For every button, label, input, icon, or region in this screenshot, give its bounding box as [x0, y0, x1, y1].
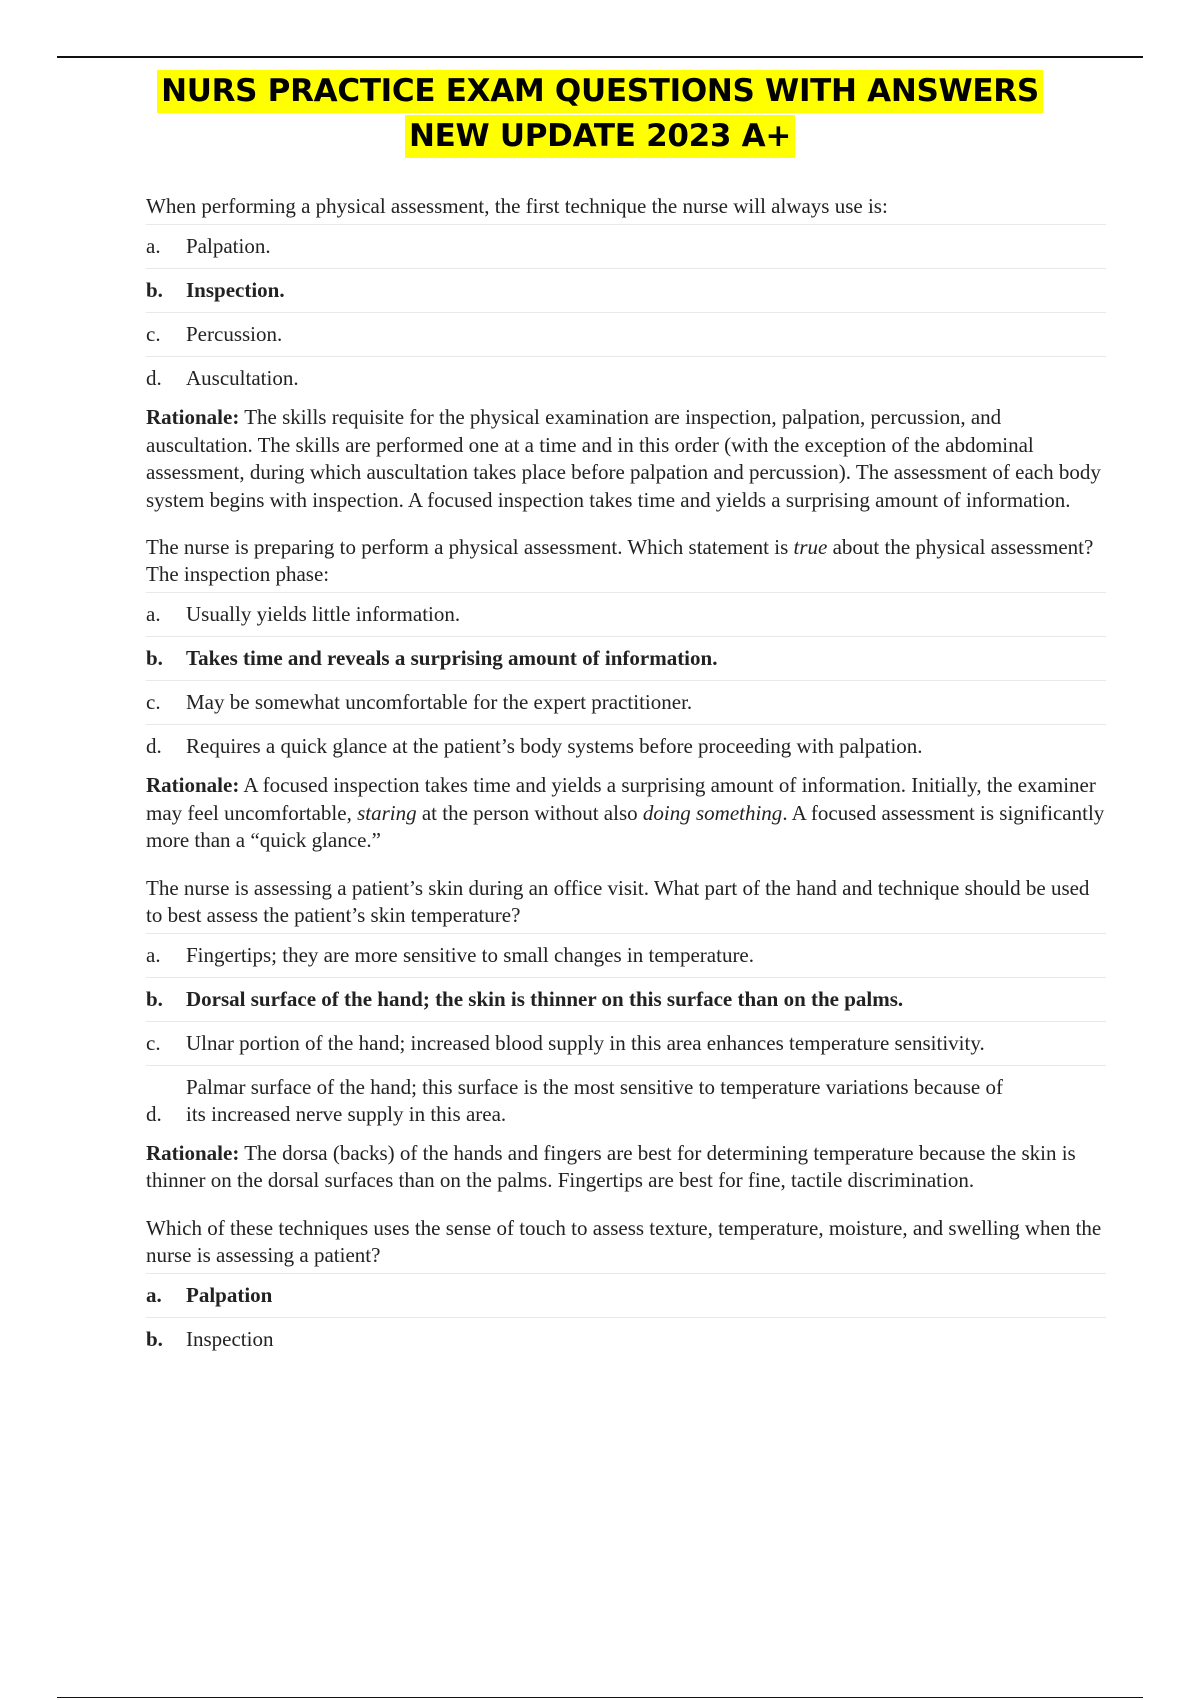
document-title — [0, 70, 1200, 160]
option-text: Dorsal surface of the hand; the skin is thinner on this surface than on the palms. — [186, 986, 904, 1011]
title-line-1: NURS PRACTICE EXAM QUESTIONS WITH ANSWERS — [157, 70, 1043, 113]
option-letter: a. — [146, 1282, 162, 1307]
rationale-label: Rationale: — [146, 773, 240, 797]
question-stem: The nurse is assessing a patient’s skin during an office visit. What part of the hand and technique should be used to best assess the patient’s skin temperature? — [146, 875, 1090, 927]
option-b-correct — [146, 637, 1106, 681]
document-body — [146, 193, 1106, 1381]
rationale-text: A focused inspection takes time and yields a surprising amount of information. Initially, the examiner may feel uncomfortable, — [146, 773, 1096, 825]
option-letter: b. — [146, 986, 163, 1011]
option-a — [146, 224, 1106, 269]
option-letter: a. — [146, 234, 161, 258]
option-b-correct — [146, 978, 1106, 1022]
rationale-text: The skills requisite for the physical examination are inspection, palpation, percussion, and auscultation. The skills are performed one at a time and in this order (with the exception of the abdominal assessment, during which auscultation takes place before palpation and percussion). The assessment of each body system begins with inspection. A focused inspection takes time and yields a surprising amount of information. — [146, 405, 1101, 512]
rationale-label: Rationale: — [146, 1140, 240, 1165]
rationale-emphasis: staring — [357, 800, 417, 825]
rationale-text: at the person without also — [416, 800, 643, 825]
option-letter: d. — [146, 366, 162, 390]
rationale-text: . A focused assessment is significantly more than a “quick glance.” — [146, 800, 1105, 852]
option-a-correct — [146, 1273, 1106, 1318]
question-3 — [146, 875, 1106, 1195]
option-letter: c. — [146, 690, 161, 714]
question-4 — [146, 1215, 1106, 1361]
option-text: Requires a quick glance at the patient’s body systems before proceeding with palpation. — [186, 734, 923, 758]
option-letter: b. — [146, 1326, 163, 1351]
option-letter: a. — [146, 602, 161, 626]
option-letter: a. — [146, 942, 161, 967]
option-text: Usually yields little information. — [186, 602, 461, 626]
option-text: Palpation. — [186, 234, 271, 258]
question-1 — [146, 193, 1106, 514]
option-d — [146, 357, 1106, 400]
option-a — [146, 933, 1106, 978]
rationale — [146, 404, 1106, 514]
option-letter: b. — [146, 278, 163, 302]
option-letter: c. — [146, 322, 161, 346]
option-b-correct — [146, 269, 1106, 313]
option-letter: d. — [146, 1101, 162, 1126]
rationale-text: The dorsa (backs) of the hands and fingers are best for determining temperature because the skin is thinner on the dorsal surfaces than on the palms. Fingertips are best for fine, tactile discrimination. — [146, 1140, 1076, 1192]
question-stem: Which of these techniques uses the sense of touch to assess texture, temperature, moisture, and swelling when the nurse is assessing a patient? — [146, 1215, 1102, 1267]
option-letter: c. — [146, 1030, 161, 1055]
option-text: Inspection — [186, 1326, 274, 1351]
option-text: Palmar surface of the hand; this surface is the most sensitive to temperature variations because of its increased nerve supply in this area. — [186, 1074, 1003, 1126]
option-d — [146, 725, 1106, 768]
rationale — [146, 772, 1106, 855]
option-a — [146, 592, 1106, 637]
option-c — [146, 1022, 1106, 1066]
option-c — [146, 681, 1106, 725]
stem-part: The nurse is preparing to perform a physical assessment. Which statement is — [146, 535, 794, 559]
option-d — [146, 1066, 1106, 1136]
title-line-2: NEW UPDATE 2023 A+ — [405, 115, 795, 158]
rationale-emphasis: doing something — [642, 800, 783, 825]
top-rule — [57, 56, 1143, 58]
question-stem: When performing a physical assessment, the first technique the nurse will always use is: — [146, 194, 888, 218]
question-stem — [146, 534, 1106, 588]
option-text: May be somewhat uncomfortable for the expert practitioner. — [186, 690, 693, 714]
option-text: Auscultation. — [186, 366, 299, 390]
stem-emphasis: true — [793, 535, 828, 559]
rationale — [146, 1140, 1106, 1195]
option-text: Percussion. — [186, 322, 283, 346]
option-text: Fingertips; they are more sensitive to small changes in temperature. — [186, 942, 755, 967]
option-b — [146, 1318, 1106, 1361]
option-c — [146, 313, 1106, 357]
option-text: Palpation — [186, 1282, 273, 1307]
option-text: Inspection. — [186, 278, 285, 302]
option-text: Ulnar portion of the hand; increased blood supply in this area enhances temperature sensitivity. — [186, 1030, 985, 1055]
stem-part: about the physical assessment? The inspection phase: — [146, 535, 1094, 586]
question-2 — [146, 534, 1106, 855]
option-text: Takes time and reveals a surprising amount of information. — [186, 646, 718, 670]
bottom-rule — [57, 1697, 1143, 1698]
rationale-label: Rationale: — [146, 405, 240, 429]
option-letter: b. — [146, 646, 163, 670]
option-letter: d. — [146, 734, 162, 758]
